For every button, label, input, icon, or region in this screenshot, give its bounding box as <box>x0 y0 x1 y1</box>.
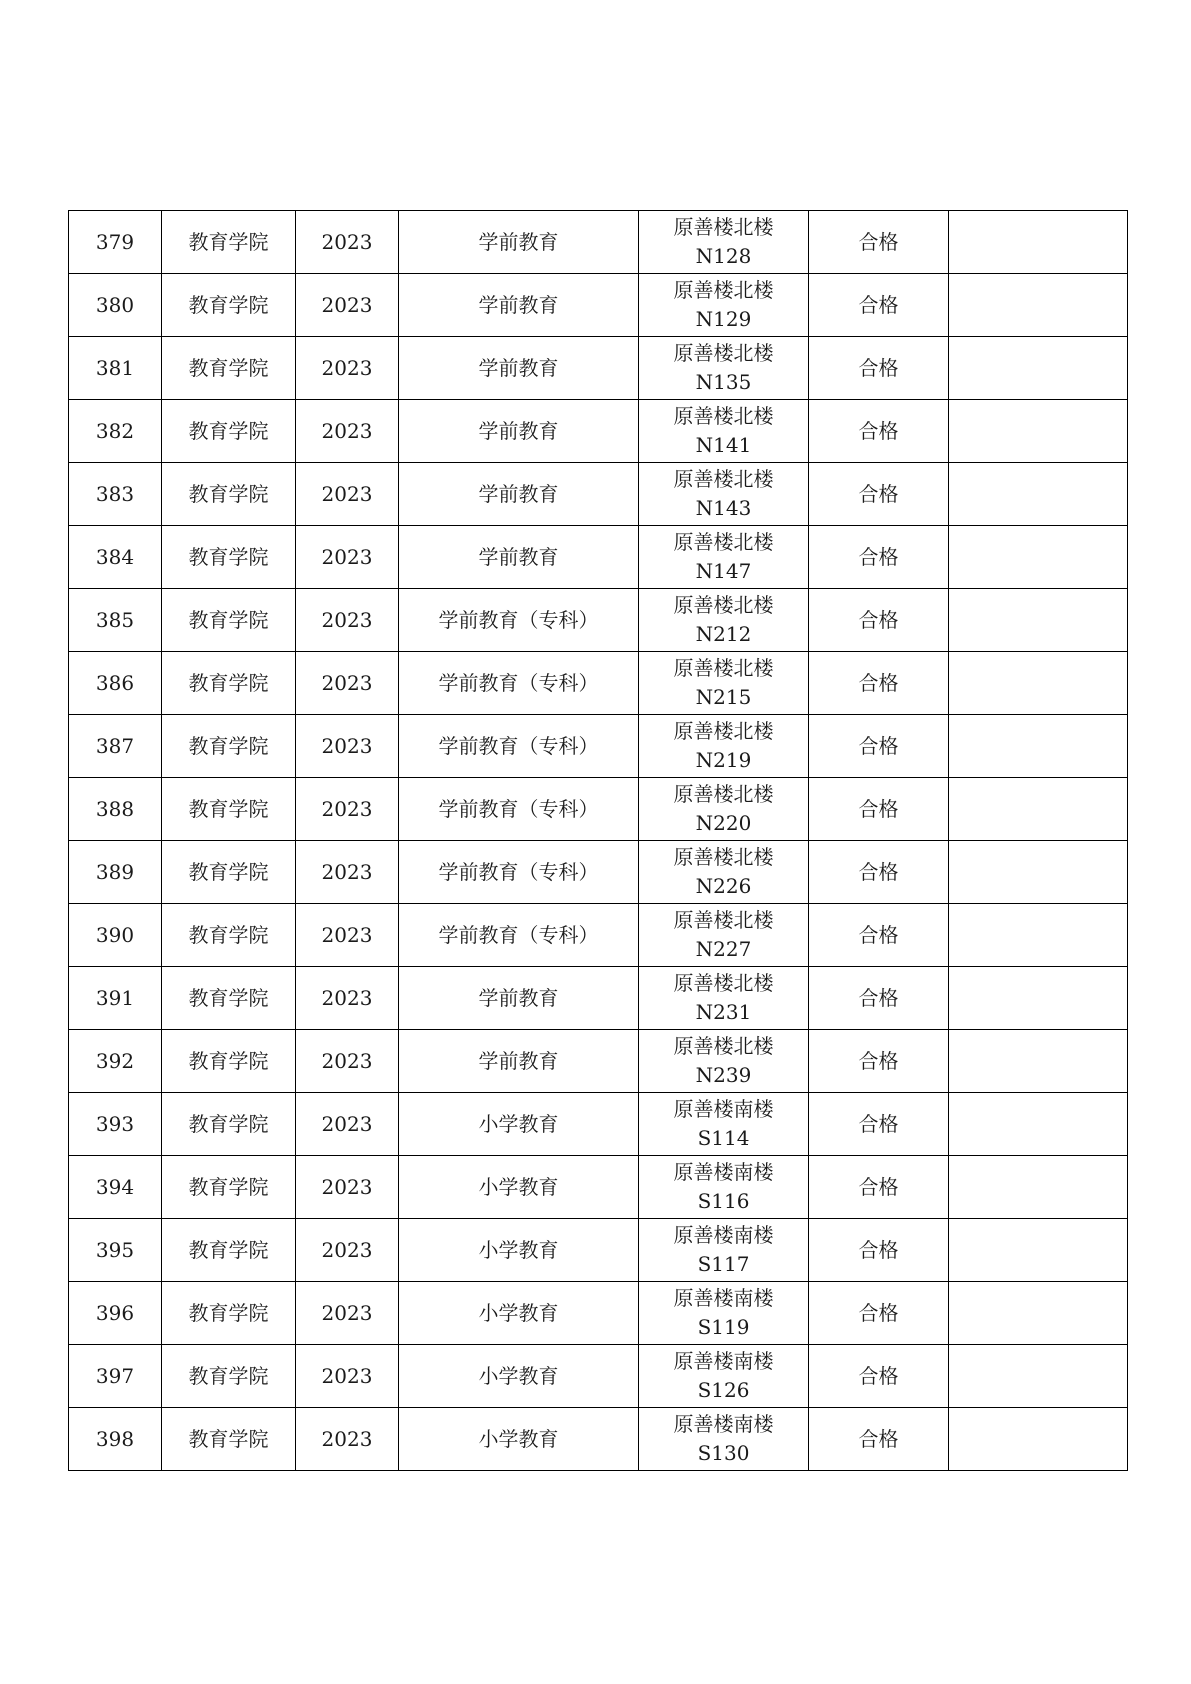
remark-cell <box>949 904 1128 967</box>
remark-cell <box>949 1030 1128 1093</box>
row-number-cell: 389 <box>69 841 162 904</box>
table-row <box>69 211 1128 274</box>
room-number: N143 <box>695 496 752 520</box>
year-cell: 2023 <box>296 715 399 778</box>
location-cell <box>639 1156 809 1219</box>
room-number: S116 <box>697 1189 750 1213</box>
result-cell: 合格 <box>809 211 949 274</box>
room-number: S114 <box>697 1126 750 1150</box>
location-cell <box>639 778 809 841</box>
remark-cell <box>949 715 1128 778</box>
year-cell: 2023 <box>296 1408 399 1471</box>
room-number: S117 <box>697 1252 750 1276</box>
result-cell: 合格 <box>809 1093 949 1156</box>
major-cell: 学前教育 <box>399 337 639 400</box>
building-name: 原善楼北楼 <box>673 341 774 365</box>
room-number: N220 <box>695 811 752 835</box>
year-cell: 2023 <box>296 1345 399 1408</box>
table-row <box>69 715 1128 778</box>
location-cell <box>639 715 809 778</box>
row-number-cell: 397 <box>69 1345 162 1408</box>
room-number: N135 <box>695 370 752 394</box>
result-cell: 合格 <box>809 715 949 778</box>
result-cell: 合格 <box>809 904 949 967</box>
table-body <box>69 211 1128 1471</box>
building-name: 原善楼南楼 <box>673 1160 774 1184</box>
major-cell: 小学教育 <box>399 1219 639 1282</box>
remark-cell <box>949 400 1128 463</box>
remark-cell <box>949 841 1128 904</box>
result-cell: 合格 <box>809 1408 949 1471</box>
year-cell: 2023 <box>296 211 399 274</box>
row-number-cell: 385 <box>69 589 162 652</box>
major-cell: 学前教育 <box>399 1030 639 1093</box>
college-cell: 教育学院 <box>162 1408 296 1471</box>
row-number-cell: 383 <box>69 463 162 526</box>
result-cell: 合格 <box>809 1156 949 1219</box>
result-cell: 合格 <box>809 274 949 337</box>
remark-cell <box>949 526 1128 589</box>
college-cell: 教育学院 <box>162 1282 296 1345</box>
location-cell <box>639 904 809 967</box>
remark-cell <box>949 967 1128 1030</box>
building-name: 原善楼北楼 <box>673 215 774 239</box>
row-number-cell: 391 <box>69 967 162 1030</box>
row-number-cell: 381 <box>69 337 162 400</box>
major-cell: 小学教育 <box>399 1345 639 1408</box>
location-cell <box>639 1282 809 1345</box>
room-number: N239 <box>695 1063 752 1087</box>
room-number: S130 <box>697 1441 750 1465</box>
table-row <box>69 274 1128 337</box>
table-row <box>69 1408 1128 1471</box>
college-cell: 教育学院 <box>162 274 296 337</box>
building-name: 原善楼北楼 <box>673 908 774 932</box>
college-cell: 教育学院 <box>162 1219 296 1282</box>
room-number: S126 <box>697 1378 750 1402</box>
year-cell: 2023 <box>296 904 399 967</box>
year-cell: 2023 <box>296 1156 399 1219</box>
result-cell: 合格 <box>809 778 949 841</box>
location-cell <box>639 589 809 652</box>
row-number-cell: 386 <box>69 652 162 715</box>
major-cell: 学前教育 <box>399 526 639 589</box>
college-cell: 教育学院 <box>162 715 296 778</box>
row-number-cell: 392 <box>69 1030 162 1093</box>
building-name: 原善楼北楼 <box>673 719 774 743</box>
table-row <box>69 1156 1128 1219</box>
year-cell: 2023 <box>296 652 399 715</box>
location-cell <box>639 211 809 274</box>
major-cell: 学前教育（专科） <box>399 904 639 967</box>
year-cell: 2023 <box>296 400 399 463</box>
college-cell: 教育学院 <box>162 1093 296 1156</box>
room-number: N129 <box>695 307 752 331</box>
result-cell: 合格 <box>809 463 949 526</box>
location-cell <box>639 463 809 526</box>
result-cell: 合格 <box>809 1030 949 1093</box>
remark-cell <box>949 1345 1128 1408</box>
room-number: N226 <box>695 874 752 898</box>
building-name: 原善楼北楼 <box>673 1034 774 1058</box>
remark-cell <box>949 1408 1128 1471</box>
building-name: 原善楼南楼 <box>673 1286 774 1310</box>
building-name: 原善楼北楼 <box>673 782 774 806</box>
table-row <box>69 1030 1128 1093</box>
location-cell <box>639 841 809 904</box>
major-cell: 学前教育 <box>399 463 639 526</box>
college-cell: 教育学院 <box>162 463 296 526</box>
row-number-cell: 396 <box>69 1282 162 1345</box>
remark-cell <box>949 1156 1128 1219</box>
result-cell: 合格 <box>809 1345 949 1408</box>
building-name: 原善楼南楼 <box>673 1412 774 1436</box>
row-number-cell: 382 <box>69 400 162 463</box>
year-cell: 2023 <box>296 1030 399 1093</box>
college-cell: 教育学院 <box>162 652 296 715</box>
room-number: N147 <box>695 559 752 583</box>
row-number-cell: 395 <box>69 1219 162 1282</box>
result-cell: 合格 <box>809 1219 949 1282</box>
remark-cell <box>949 1219 1128 1282</box>
college-cell: 教育学院 <box>162 589 296 652</box>
year-cell: 2023 <box>296 1093 399 1156</box>
year-cell: 2023 <box>296 1282 399 1345</box>
year-cell: 2023 <box>296 778 399 841</box>
table-row <box>69 463 1128 526</box>
table-row <box>69 589 1128 652</box>
remark-cell <box>949 1093 1128 1156</box>
year-cell: 2023 <box>296 463 399 526</box>
table-row <box>69 967 1128 1030</box>
location-cell <box>639 1219 809 1282</box>
location-cell <box>639 400 809 463</box>
location-cell <box>639 1345 809 1408</box>
college-cell: 教育学院 <box>162 337 296 400</box>
result-cell: 合格 <box>809 1282 949 1345</box>
year-cell: 2023 <box>296 841 399 904</box>
row-number-cell: 379 <box>69 211 162 274</box>
major-cell: 学前教育（专科） <box>399 715 639 778</box>
building-name: 原善楼北楼 <box>673 656 774 680</box>
room-number: N212 <box>695 622 752 646</box>
year-cell: 2023 <box>296 274 399 337</box>
building-name: 原善楼北楼 <box>673 278 774 302</box>
room-number: N219 <box>695 748 752 772</box>
year-cell: 2023 <box>296 526 399 589</box>
table-row <box>69 1282 1128 1345</box>
table-row <box>69 1093 1128 1156</box>
table-row <box>69 1345 1128 1408</box>
table-row <box>69 337 1128 400</box>
table-row <box>69 526 1128 589</box>
remark-cell <box>949 1282 1128 1345</box>
building-name: 原善楼北楼 <box>673 593 774 617</box>
location-cell <box>639 337 809 400</box>
building-name: 原善楼北楼 <box>673 404 774 428</box>
row-number-cell: 387 <box>69 715 162 778</box>
major-cell: 学前教育 <box>399 211 639 274</box>
year-cell: 2023 <box>296 967 399 1030</box>
result-cell: 合格 <box>809 967 949 1030</box>
result-cell: 合格 <box>809 526 949 589</box>
college-cell: 教育学院 <box>162 400 296 463</box>
room-number: N141 <box>695 433 752 457</box>
location-cell <box>639 1408 809 1471</box>
college-cell: 教育学院 <box>162 1030 296 1093</box>
year-cell: 2023 <box>296 1219 399 1282</box>
table-row <box>69 400 1128 463</box>
table-row <box>69 904 1128 967</box>
remark-cell <box>949 589 1128 652</box>
major-cell: 小学教育 <box>399 1408 639 1471</box>
major-cell: 小学教育 <box>399 1156 639 1219</box>
remark-cell <box>949 274 1128 337</box>
major-cell: 小学教育 <box>399 1282 639 1345</box>
room-number: N227 <box>695 937 752 961</box>
room-number: S119 <box>697 1315 750 1339</box>
major-cell: 学前教育（专科） <box>399 841 639 904</box>
college-cell: 教育学院 <box>162 211 296 274</box>
year-cell: 2023 <box>296 337 399 400</box>
row-number-cell: 384 <box>69 526 162 589</box>
result-cell: 合格 <box>809 841 949 904</box>
building-name: 原善楼南楼 <box>673 1097 774 1121</box>
major-cell: 小学教育 <box>399 1093 639 1156</box>
row-number-cell: 398 <box>69 1408 162 1471</box>
major-cell: 学前教育 <box>399 274 639 337</box>
building-name: 原善楼北楼 <box>673 530 774 554</box>
dormitory-inspection-table <box>68 210 1128 1471</box>
major-cell: 学前教育 <box>399 400 639 463</box>
location-cell <box>639 652 809 715</box>
row-number-cell: 393 <box>69 1093 162 1156</box>
year-cell: 2023 <box>296 589 399 652</box>
college-cell: 教育学院 <box>162 778 296 841</box>
result-cell: 合格 <box>809 337 949 400</box>
major-cell: 学前教育（专科） <box>399 589 639 652</box>
building-name: 原善楼北楼 <box>673 467 774 491</box>
college-cell: 教育学院 <box>162 967 296 1030</box>
building-name: 原善楼南楼 <box>673 1349 774 1373</box>
remark-cell <box>949 211 1128 274</box>
building-name: 原善楼南楼 <box>673 1223 774 1247</box>
result-cell: 合格 <box>809 589 949 652</box>
room-number: N231 <box>695 1000 752 1024</box>
college-cell: 教育学院 <box>162 904 296 967</box>
remark-cell <box>949 652 1128 715</box>
row-number-cell: 388 <box>69 778 162 841</box>
row-number-cell: 380 <box>69 274 162 337</box>
building-name: 原善楼北楼 <box>673 845 774 869</box>
location-cell <box>639 274 809 337</box>
remark-cell <box>949 463 1128 526</box>
table-row <box>69 778 1128 841</box>
row-number-cell: 390 <box>69 904 162 967</box>
location-cell <box>639 526 809 589</box>
remark-cell <box>949 337 1128 400</box>
major-cell: 学前教育（专科） <box>399 778 639 841</box>
building-name: 原善楼北楼 <box>673 971 774 995</box>
college-cell: 教育学院 <box>162 841 296 904</box>
location-cell <box>639 1093 809 1156</box>
result-cell: 合格 <box>809 652 949 715</box>
result-cell: 合格 <box>809 400 949 463</box>
table-row <box>69 1219 1128 1282</box>
location-cell <box>639 1030 809 1093</box>
college-cell: 教育学院 <box>162 1156 296 1219</box>
major-cell: 学前教育（专科） <box>399 652 639 715</box>
table-row <box>69 841 1128 904</box>
major-cell: 学前教育 <box>399 967 639 1030</box>
remark-cell <box>949 778 1128 841</box>
room-number: N215 <box>695 685 752 709</box>
table-row <box>69 652 1128 715</box>
college-cell: 教育学院 <box>162 526 296 589</box>
room-number: N128 <box>695 244 752 268</box>
college-cell: 教育学院 <box>162 1345 296 1408</box>
row-number-cell: 394 <box>69 1156 162 1219</box>
location-cell <box>639 967 809 1030</box>
